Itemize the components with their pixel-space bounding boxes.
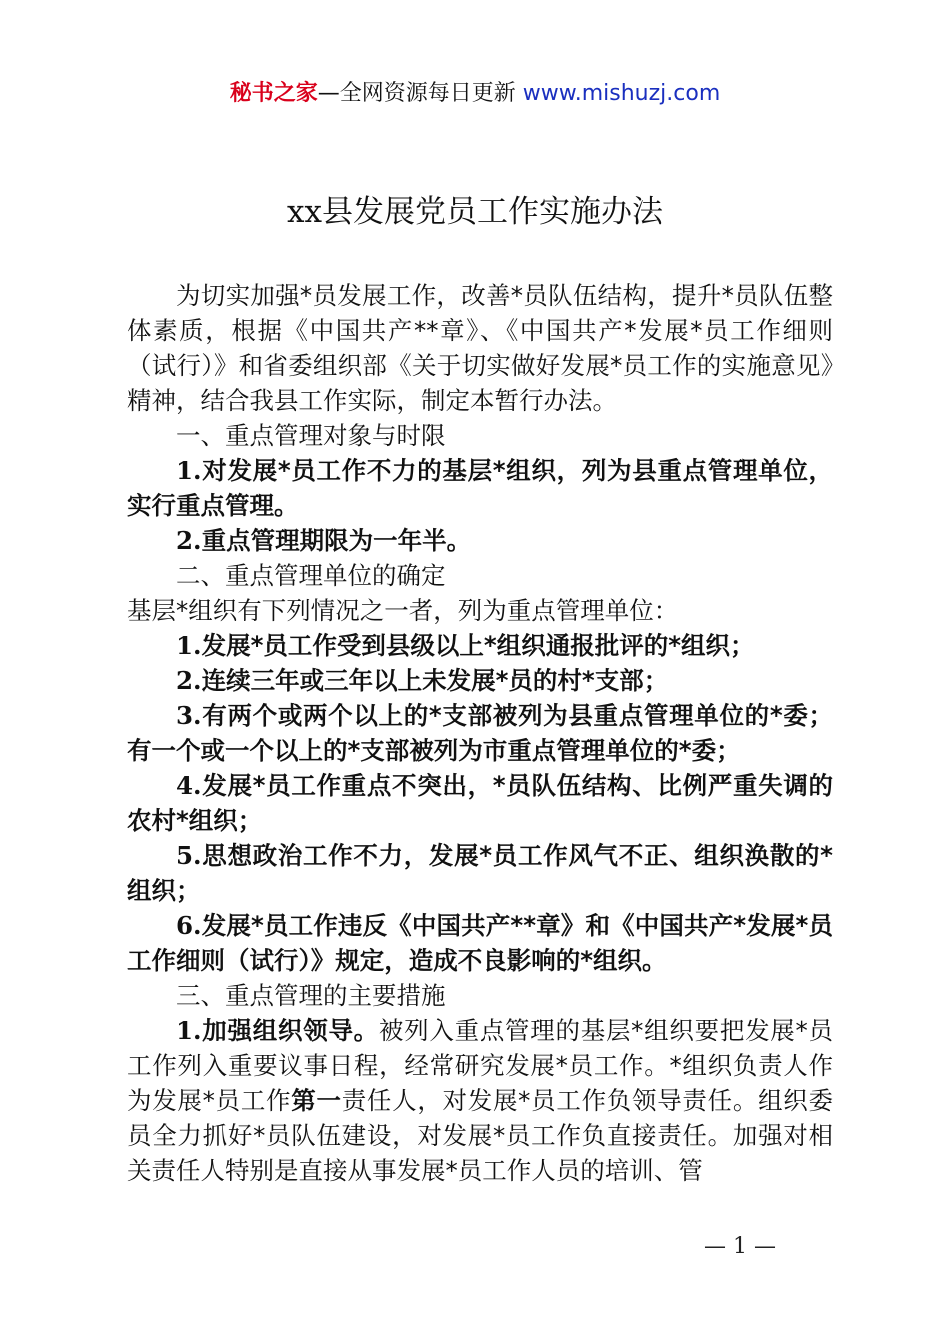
brand-name: 秘书之家 <box>229 81 318 106</box>
section-2-item-3 <box>127 698 833 768</box>
section-1-heading: 一、重点管理对象与时限 <box>176 421 446 450</box>
section-1-item-2 <box>127 523 833 558</box>
item-text: 思想政治工作不力，发展*员工作风气不正、组织涣散的*组织； <box>127 841 833 905</box>
item-number: 4. <box>176 771 202 800</box>
section-3-heading: 三、重点管理的主要措施 <box>176 981 446 1010</box>
section-2-lead: 基层*组织有下列情况之一者，列为重点管理单位： <box>127 596 679 625</box>
intro-paragraph: 为切实加强*员发展工作，改善*员队伍结构，提升*员队伍整体素质，根据《中国共产**章》、《中国共产*发展*员工作细则（试行）》和省委组织部《关于切实做好发展*员工作的实施意见》精神，结合我县工作实际，制定本暂行办法。 <box>127 281 833 415</box>
section-2-heading: 二、重点管理单位的确定 <box>176 561 446 590</box>
item-text: 重点管理期限为一年半。 <box>201 526 472 555</box>
section-2-item-5 <box>127 838 833 908</box>
section-2-item-6 <box>127 908 833 978</box>
item-text-emphasis: 第一 <box>291 1086 342 1115</box>
item-number: 6. <box>176 911 202 940</box>
document-title: xx县发展党员工作实施办法 <box>287 194 663 230</box>
section-2-item-4 <box>127 768 833 838</box>
item-text: 有两个或两个以上的*支部被列为县重点管理单位的*委；有一个或一个以上的*支部被列为市重点管理单位的*委； <box>127 701 833 765</box>
item-text: 连续三年或三年以上未发展*员的村*支部； <box>201 666 669 695</box>
item-text: 发展*员工作受到县级以上*组织通报批评的*组织； <box>201 631 755 660</box>
item-lead-text: 加强组织领导。 <box>201 1016 379 1045</box>
item-number: 1. <box>176 1016 202 1045</box>
item-lead <box>176 1016 379 1045</box>
item-number: 5. <box>176 841 202 870</box>
site-slogan: —全网资源每日更新 <box>317 81 523 106</box>
section-2-item-1 <box>127 628 833 663</box>
site-url-link[interactable]: www.mishuzj.com <box>522 81 721 106</box>
item-text-part-b: 责任人，对发展*员工作负领导责任。组织委员全力抓好*员队伍建设，对发展*员工作负直接责任。加强对相关责任人特别是直接从事发展*员工作人员的培训、管 <box>127 1086 834 1185</box>
item-number: 2. <box>176 666 202 695</box>
item-number: 1. <box>176 631 202 660</box>
section-2-item-2 <box>127 663 833 698</box>
item-number: 1. <box>176 456 202 485</box>
document-body <box>127 278 833 1188</box>
site-banner <box>0 78 950 110</box>
item-text: 发展*员工作违反《中国共产**章》和《中国共产*发展*员工作细则（试行）》规定，造成不良影响的*组织。 <box>127 911 833 975</box>
section-3-item-1 <box>127 1013 833 1188</box>
item-text-part-a: 被列入重点管理的基层*组织要把发展*员工作列入重要议事日程，经常研究发展*员工作。*组织负责人作为发展*员工作 <box>127 1016 834 1115</box>
item-number: 2. <box>176 526 202 555</box>
section-1-item-1 <box>127 453 833 523</box>
item-text: 发展*员工作重点不突出，*员队伍结构、比例严重失调的农村*组织； <box>127 771 833 835</box>
item-text: 对发展*员工作不力的基层*组织，列为县重点管理单位，实行重点管理。 <box>127 456 833 520</box>
item-number: 3. <box>176 701 202 730</box>
page-number: — 1 — <box>704 1234 776 1259</box>
